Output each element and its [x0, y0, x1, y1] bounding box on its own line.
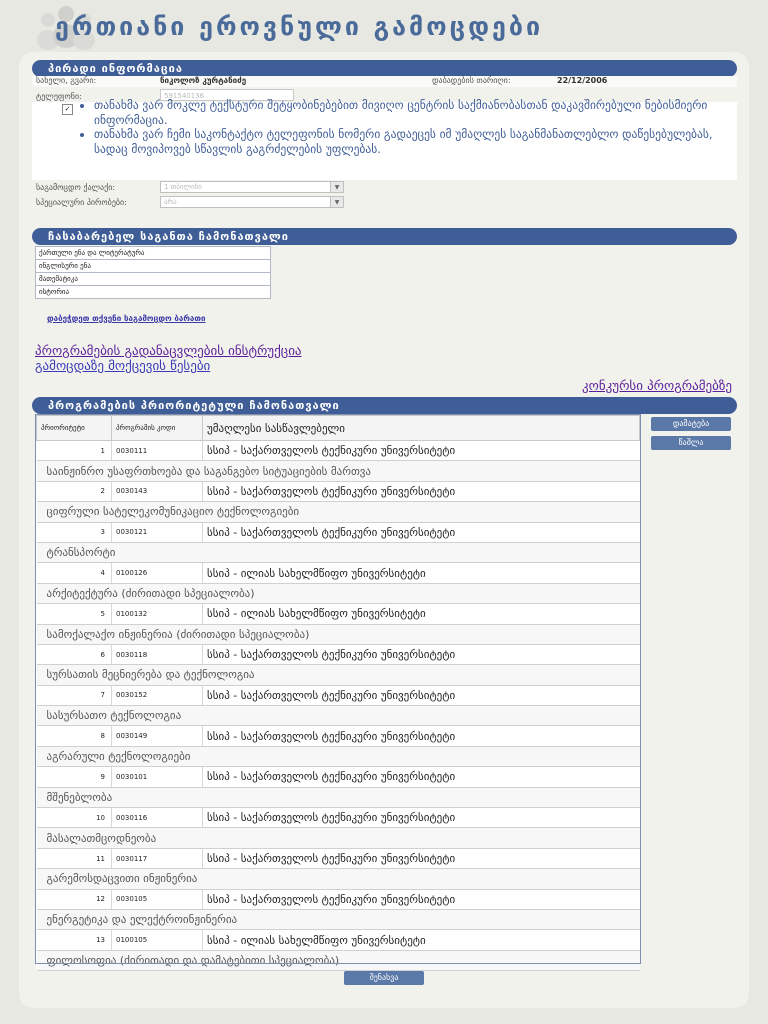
consent-item: • თანახმა ვარ მოკლე ტექსტური შეტყობინებებით მივიღო ცენტრის საქმიანობასთან დაკავშირებული ნებისმიერი ინფორმაცია.: [94, 98, 744, 127]
programs-header: პროგრამების პრიორიტეტული ჩამონათვალი: [32, 397, 737, 414]
program-priority: 3: [37, 522, 112, 542]
program-code: 0030116: [112, 808, 203, 828]
program-code: 0030152: [112, 685, 203, 705]
program-university: სსიპ - საქართველოს ტექნიკური უნივერსიტეტი: [203, 726, 640, 746]
program-specialty-row: [37, 665, 640, 685]
phone-field[interactable]: 591540136: [160, 89, 294, 101]
consent-list: [78, 98, 744, 156]
program-row[interactable]: [37, 522, 640, 542]
program-code: 0100105: [112, 930, 203, 950]
consent-item: • თანახმა ვარ ჩემი საკონტაქტო ტელეფონის ნომერი გადაეცეს იმ უმაღლეს საგანმანათლებლო დაწესებულებას, სადაც მოვიპოვებ სწავლის გაგრძელების უფლებას.: [94, 127, 744, 156]
program-specialty: მასალათმცოდნეობა: [37, 828, 640, 848]
program-specialty-row: [37, 950, 640, 970]
subject-row: [36, 260, 271, 273]
contest-programs-link[interactable]: კონკურსი პროგრამებზე: [582, 379, 732, 394]
city-select[interactable]: [160, 181, 344, 193]
personal-info-header: პირადი ინფორმაცია: [32, 60, 737, 77]
program-specialty: ფილოსოფია (ძირითადი და დამატებითი სპეციალობა): [37, 950, 640, 970]
subject-cell: მათემატიკა: [36, 273, 271, 286]
program-specialty-row: [37, 624, 640, 644]
program-university: სსიპ - საქართველოს ტექნიკური უნივერსიტეტი: [203, 685, 640, 705]
program-university: სსიპ - საქართველოს ტექნიკური უნივერსიტეტი: [203, 848, 640, 868]
program-row[interactable]: [37, 481, 640, 501]
program-code: 0030121: [112, 522, 203, 542]
delete-button[interactable]: წაშლა: [651, 436, 731, 450]
program-code: 0030105: [112, 889, 203, 909]
program-university: სსიპ - საქართველოს ტექნიკური უნივერსიტეტი: [203, 481, 640, 501]
col-priority: პრიორიტეტი: [37, 416, 112, 441]
program-university: სსიპ - საქართველოს ტექნიკური უნივერსიტეტი: [203, 767, 640, 787]
program-specialty: გარემოსდაცვითი ინჟინერია: [37, 869, 640, 889]
program-row[interactable]: [37, 685, 640, 705]
program-specialty-row: [37, 706, 640, 726]
dob-label: დაბადების თარიღი:: [432, 76, 511, 85]
program-code: 0030118: [112, 644, 203, 664]
program-priority: 4: [37, 563, 112, 583]
name-label: სახელი, გვარი:: [36, 76, 97, 85]
instructions-link[interactable]: პროგრამების გადანაცვლების ინსტრუქცია: [35, 344, 302, 359]
program-priority: 10: [37, 808, 112, 828]
program-specialty: მშენებლობა: [37, 787, 640, 807]
program-specialty: სასურსათო ტექნოლოგია: [37, 706, 640, 726]
program-specialty-row: [37, 502, 640, 522]
site-title: ერთიანი ეროვნული გამოცდები: [55, 12, 544, 41]
program-priority: 13: [37, 930, 112, 950]
program-specialty: ციფრული სატელეკომუნიკაციო ტექნოლოგიები: [37, 502, 640, 522]
program-specialty-row: [37, 542, 640, 562]
program-priority: 2: [37, 481, 112, 501]
program-code: 0030149: [112, 726, 203, 746]
subject-row: [36, 273, 271, 286]
program-code: 0100132: [112, 604, 203, 624]
dob-value: 22/12/2006: [557, 76, 608, 85]
subject-row: [36, 247, 271, 260]
program-specialty: აგრარული ტექნოლოგიები: [37, 746, 640, 766]
program-priority: 5: [37, 604, 112, 624]
program-row[interactable]: [37, 930, 640, 950]
program-row[interactable]: [37, 726, 640, 746]
program-row[interactable]: [37, 808, 640, 828]
subjects-table: [35, 246, 271, 299]
program-row[interactable]: [37, 604, 640, 624]
program-specialty-row: [37, 828, 640, 848]
program-priority: 8: [37, 726, 112, 746]
program-specialty: ტრანსპორტი: [37, 542, 640, 562]
program-specialty: არქიტექტურა (ძირითადი სპეციალობა): [37, 583, 640, 603]
col-code: პროგრამის კოდი: [112, 416, 203, 441]
program-priority: 9: [37, 767, 112, 787]
program-row[interactable]: [37, 767, 640, 787]
program-specialty-row: [37, 787, 640, 807]
program-row[interactable]: [37, 563, 640, 583]
program-priority: 7: [37, 685, 112, 705]
program-row[interactable]: [37, 889, 640, 909]
chevron-down-icon: ▼: [330, 197, 343, 207]
program-priority: 11: [37, 848, 112, 868]
name-row: [32, 76, 737, 87]
subject-cell: ქართული ენა და ლიტერატურა: [36, 247, 271, 260]
subject-row: [36, 286, 271, 299]
program-specialty: სამოქალაქო ინჟინერია (ძირითადი სპეციალობა): [37, 624, 640, 644]
program-code: 0030143: [112, 481, 203, 501]
programs-header-row: [37, 416, 640, 441]
program-university: სსიპ - საქართველოს ტექნიკური უნივერსიტეტი: [203, 522, 640, 542]
program-row[interactable]: [37, 644, 640, 664]
chevron-down-icon: ▼: [330, 182, 343, 192]
programs-body: [37, 441, 640, 971]
program-specialty-row: [37, 583, 640, 603]
program-specialty-row: [37, 869, 640, 889]
program-specialty: სურსათის მეცნიერება და ტექნოლოგია: [37, 665, 640, 685]
program-priority: 6: [37, 644, 112, 664]
subject-cell: ისტორია: [36, 286, 271, 299]
program-specialty: საინჟინრო უსაფრთხოება და საგანგებო სიტუაციების მართვა: [37, 461, 640, 481]
special-label: სპეციალური პირობები:: [36, 198, 127, 207]
program-university: სსიპ - საქართველოს ტექნიკური უნივერსიტეტი: [203, 808, 640, 828]
program-code: 0100126: [112, 563, 203, 583]
program-specialty: ენერგეტიკა და ელექტროინჟინერია: [37, 909, 640, 929]
consent-checkbox[interactable]: ✓: [62, 104, 73, 115]
save-button[interactable]: შენახვა: [344, 971, 424, 985]
add-button[interactable]: დამატება: [651, 417, 731, 431]
program-code: 0030111: [112, 441, 203, 461]
program-university: სსიპ - ილიას სახელმწიფო უნივერსიტეტი: [203, 604, 640, 624]
program-row[interactable]: [37, 441, 640, 461]
program-priority: 12: [37, 889, 112, 909]
program-row[interactable]: [37, 848, 640, 868]
exam-rules-link[interactable]: გამოცდაზე მოქცევის წესები: [35, 359, 211, 374]
city-select-value: 1 თბილისი: [164, 183, 202, 191]
print-card-link[interactable]: დაბეჭდეთ თქვენი საგამოცდო ბარათი: [47, 314, 206, 323]
program-university: სსიპ - საქართველოს ტექნიკური უნივერსიტეტი: [203, 644, 640, 664]
program-university: სსიპ - საქართველოს ტექნიკური უნივერსიტეტი: [203, 441, 640, 461]
special-conditions-select[interactable]: [160, 196, 344, 208]
program-code: 0030117: [112, 848, 203, 868]
program-code: 0030101: [112, 767, 203, 787]
program-priority: 1: [37, 441, 112, 461]
program-specialty-row: [37, 746, 640, 766]
col-university: უმაღლესი სასწავლებელი: [203, 416, 640, 441]
subjects-header: ჩასაბარებელ საგანთა ჩამონათვალი: [32, 228, 737, 245]
program-specialty-row: [37, 461, 640, 481]
city-label: საგამოცდო ქალაქი:: [36, 183, 116, 192]
program-university: სსიპ - ილიას სახელმწიფო უნივერსიტეტი: [203, 930, 640, 950]
program-university: სსიპ - საქართველოს ტექნიკური უნივერსიტეტი: [203, 889, 640, 909]
program-university: სსიპ - ილიას სახელმწიფო უნივერსიტეტი: [203, 563, 640, 583]
subject-cell: ინგლისური ენა: [36, 260, 271, 273]
program-specialty-row: [37, 909, 640, 929]
programs-table: [36, 415, 640, 971]
phone-label: ტელეფონი:: [36, 92, 82, 101]
name-value: ნიკოლოზ კურტანიძე: [160, 76, 247, 85]
special-select-value: არა: [164, 198, 177, 206]
